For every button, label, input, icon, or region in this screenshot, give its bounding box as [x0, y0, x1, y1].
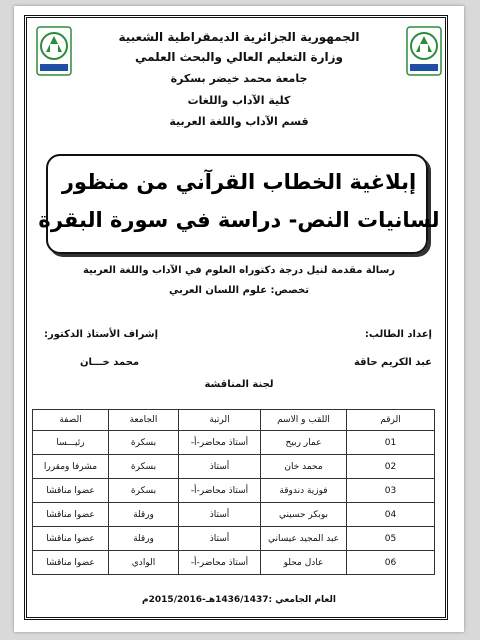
member-number: 04: [347, 503, 435, 527]
member-university: الوادي: [109, 551, 179, 575]
member-university: بسكرة: [109, 455, 179, 479]
member-number: 03: [347, 479, 435, 503]
member-rank: أستاذ: [179, 527, 261, 551]
thesis-description: رسالة مقدمة لنيل درجة دكتوراه العلوم في الآداب واللغة العربية: [82, 265, 396, 276]
academic-year: العام الجامعي :1436/1437هـ-2015/2016م: [142, 595, 336, 605]
supervisor-label: إشراف الأستاذ الدكتور:: [44, 329, 159, 340]
member-number: 02: [347, 455, 435, 479]
republic-name: الجمهورية الجزائرية الديمقراطية الشعبية: [118, 30, 360, 44]
member-number: 05: [347, 527, 435, 551]
member-role: عضوا مناقشا: [33, 551, 109, 575]
table-row: [33, 527, 435, 551]
member-name: فوزية دندوقة: [261, 479, 347, 503]
member-role: عضوا مناقشا: [33, 503, 109, 527]
member-university: ورقلة: [109, 527, 179, 551]
table-header-row: [33, 410, 435, 431]
member-name: عمار ربيح: [261, 431, 347, 455]
faculty-name: كلية الآداب واللغات: [187, 94, 291, 107]
column-header: اللقب و الاسم: [261, 410, 347, 431]
member-university: بسكرة: [109, 479, 179, 503]
committee-table: [32, 409, 435, 575]
thesis-title-box: [46, 154, 428, 254]
member-role: عضوا مناقشا: [33, 479, 109, 503]
member-rank: أستاذ محاضر-أ-: [179, 479, 261, 503]
specialty: تخصص: علوم اللسان العربي: [168, 285, 310, 296]
member-role: عضوا مناقشا: [33, 527, 109, 551]
table-row: [33, 551, 435, 575]
column-header: الصفة: [33, 410, 109, 431]
member-name: عبد المجيد عيساني: [261, 527, 347, 551]
document-page: [14, 6, 464, 632]
column-header: الرقم: [347, 410, 435, 431]
member-rank: أستاذ: [179, 455, 261, 479]
thesis-title-line-1: إبلاغية الخطاب القرآني من منظور: [61, 170, 417, 194]
table-row: [33, 479, 435, 503]
university-name: جامعة محمد خيضر بسكرة: [170, 72, 308, 85]
member-name: بوبكر حسيني: [261, 503, 347, 527]
thesis-title-line-2: لسانيات النص- دراسة في سورة البقرة: [38, 208, 440, 232]
department-name: قسم الآداب واللغة العربية: [169, 115, 309, 128]
ministry-name: وزارة التعليم العالي والبحث العلمي: [134, 50, 344, 64]
member-university: بسكرة: [109, 431, 179, 455]
member-role: رئيـــسا: [33, 431, 109, 455]
column-header: الرتبة: [179, 410, 261, 431]
student-label: إعداد الطالب:: [364, 329, 432, 340]
student-name: عبد الكريم حاقة: [353, 357, 432, 368]
supervisor-name: محمد خـــان: [80, 357, 140, 368]
member-rank: أستاذ محاضر-أ-: [179, 431, 261, 455]
member-name: محمد خان: [261, 455, 347, 479]
committee-title: لجنة المناقشة: [204, 379, 274, 390]
member-number: 01: [347, 431, 435, 455]
member-role: مشرفا ومقررا: [33, 455, 109, 479]
member-name: عادل محلو: [261, 551, 347, 575]
table-row: [33, 431, 435, 455]
member-number: 06: [347, 551, 435, 575]
table-row: [33, 455, 435, 479]
member-rank: أستاذ محاضر-أ-: [179, 551, 261, 575]
table-row: [33, 503, 435, 527]
member-rank: أستاذ: [179, 503, 261, 527]
member-university: ورقلة: [109, 503, 179, 527]
column-header: الجامعة: [109, 410, 179, 431]
